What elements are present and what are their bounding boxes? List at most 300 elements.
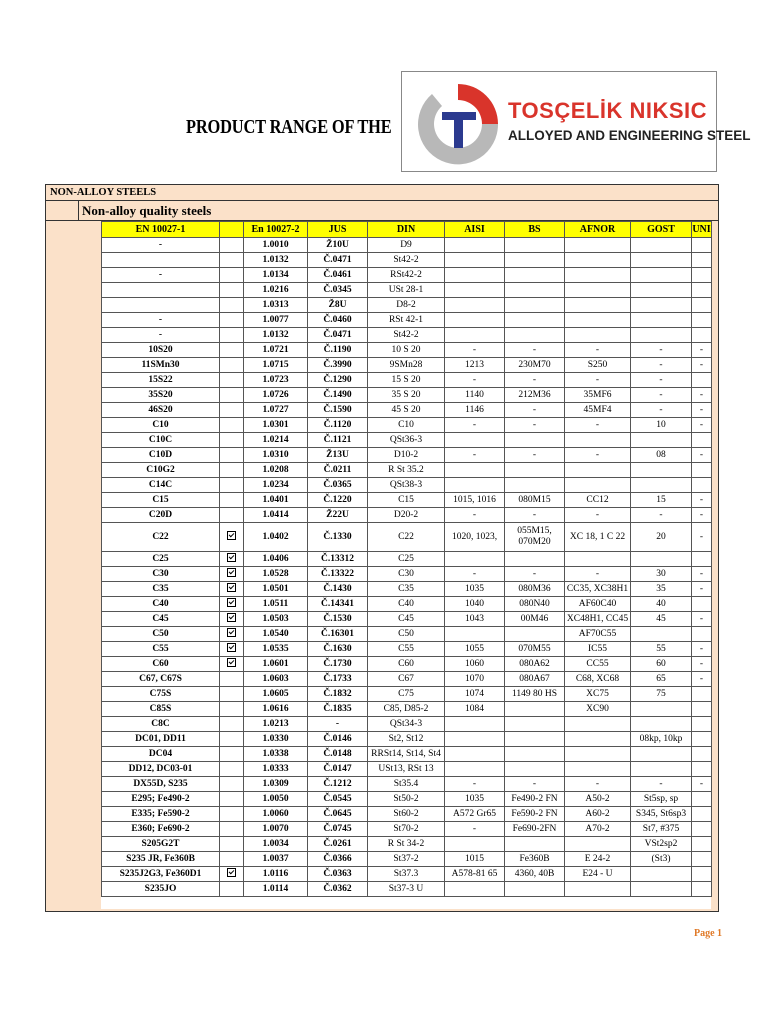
cell-check <box>220 807 244 822</box>
cell-aisi: - <box>445 373 505 388</box>
cell-en10027-2: 1.0601 <box>244 657 308 672</box>
cell-check <box>220 403 244 418</box>
cell-check <box>220 822 244 837</box>
cell-afnor: XC75 <box>565 687 631 702</box>
cell-gost: 35 <box>631 582 692 597</box>
col-header-afnor: AFNOR <box>565 222 631 238</box>
bottom-margin-band <box>45 909 719 912</box>
cell-afnor: - <box>565 373 631 388</box>
cell-en10027-2: 1.0535 <box>244 642 308 657</box>
cell-afnor: - <box>565 567 631 582</box>
cell-afnor: AF70C55 <box>565 627 631 642</box>
right-margin-band <box>711 221 719 909</box>
cell-en10027-1: C15 <box>102 493 220 508</box>
steel-grades-table <box>101 221 712 897</box>
cell-uni <box>692 433 712 448</box>
cell-bs: - <box>505 373 565 388</box>
cell-uni <box>692 702 712 717</box>
cell-din: St35.4 <box>368 777 445 792</box>
table-row <box>102 268 712 283</box>
table-row <box>102 283 712 298</box>
table-row <box>102 687 712 702</box>
checkbox-checked-icon <box>227 568 236 577</box>
cell-uni: - <box>692 777 712 792</box>
cell-bs: Fe590-2 FN <box>505 807 565 822</box>
cell-din: RSt42-2 <box>368 268 445 283</box>
cell-bs <box>505 463 565 478</box>
checkbox-checked-icon <box>227 598 236 607</box>
cell-en10027-1: 35S20 <box>102 388 220 403</box>
table-row <box>102 867 712 882</box>
cell-en10027-2: 1.0208 <box>244 463 308 478</box>
cell-gost: - <box>631 508 692 523</box>
cell-check <box>220 687 244 702</box>
cell-gost <box>631 463 692 478</box>
page-title: PRODUCT RANGE OF THE <box>186 116 392 138</box>
cell-uni <box>692 328 712 343</box>
col-header-gost: GOST <box>631 222 692 238</box>
checkbox-checked-icon <box>227 583 236 592</box>
cell-afnor <box>565 433 631 448</box>
cell-bs: - <box>505 448 565 463</box>
table-row <box>102 567 712 582</box>
cell-gost: 15 <box>631 493 692 508</box>
cell-en10027-2: 1.0050 <box>244 792 308 807</box>
cell-bs: 080N40 <box>505 597 565 612</box>
cell-uni: - <box>692 612 712 627</box>
cell-uni <box>692 298 712 313</box>
cell-din: St37.3 <box>368 867 445 882</box>
table-row <box>102 837 712 852</box>
cell-en10027-2: 1.0501 <box>244 582 308 597</box>
cell-en10027-2: 1.0727 <box>244 403 308 418</box>
cell-en10027-1: C75S <box>102 687 220 702</box>
table-row <box>102 313 712 328</box>
checkbox-checked-icon <box>227 613 236 622</box>
cell-bs: 4360, 40B <box>505 867 565 882</box>
cell-din: QSt34-3 <box>368 717 445 732</box>
cell-afnor: E24 - U <box>565 867 631 882</box>
cell-din: D8-2 <box>368 298 445 313</box>
cell-en10027-1: 11SMn30 <box>102 358 220 373</box>
cell-en10027-1: S235 JR, Fe360B <box>102 852 220 867</box>
cell-aisi <box>445 298 505 313</box>
cell-en10027-2: 1.0603 <box>244 672 308 687</box>
cell-en10027-1: C60 <box>102 657 220 672</box>
cell-gost: - <box>631 358 692 373</box>
cell-bs: 070M55 <box>505 642 565 657</box>
cell-bs: 00M46 <box>505 612 565 627</box>
cell-en10027-2: 1.0132 <box>244 253 308 268</box>
cell-gost <box>631 882 692 897</box>
cell-uni: - <box>692 343 712 358</box>
cell-aisi: 1074 <box>445 687 505 702</box>
cell-bs: - <box>505 418 565 433</box>
cell-en10027-2: 1.0060 <box>244 807 308 822</box>
cell-uni <box>692 807 712 822</box>
cell-aisi <box>445 732 505 747</box>
cell-jus: Č.0363 <box>308 867 368 882</box>
cell-check <box>220 388 244 403</box>
cell-jus: Č.3990 <box>308 358 368 373</box>
cell-aisi: 1035 <box>445 582 505 597</box>
cell-bs <box>505 627 565 642</box>
cell-en10027-1: E295; Fe490-2 <box>102 792 220 807</box>
cell-en10027-1 <box>102 298 220 313</box>
cell-en10027-1: - <box>102 313 220 328</box>
cell-afnor: - <box>565 343 631 358</box>
cell-en10027-1 <box>102 253 220 268</box>
cell-din: RRSt14, St14, St4 <box>368 747 445 762</box>
cell-gost <box>631 478 692 493</box>
table-row <box>102 298 712 313</box>
cell-check <box>220 597 244 612</box>
cell-en10027-2: 1.0723 <box>244 373 308 388</box>
cell-en10027-1: C10G2 <box>102 463 220 478</box>
cell-bs: 080A67 <box>505 672 565 687</box>
logo-brand-name: TOSÇELİK NIKSIC <box>508 98 708 123</box>
cell-uni: - <box>692 672 712 687</box>
cell-afnor: CC12 <box>565 493 631 508</box>
cell-uni <box>692 283 712 298</box>
cell-uni <box>692 852 712 867</box>
table-row <box>102 343 712 358</box>
cell-uni <box>692 373 712 388</box>
cell-uni <box>692 747 712 762</box>
cell-en10027-2: 1.0213 <box>244 717 308 732</box>
cell-bs <box>505 762 565 777</box>
table-row <box>102 238 712 253</box>
cell-din: C22 <box>368 523 445 552</box>
cell-bs: 1149 80 HS <box>505 687 565 702</box>
cell-uni: - <box>692 448 712 463</box>
cell-afnor: 35MF6 <box>565 388 631 403</box>
cell-check <box>220 508 244 523</box>
cell-en10027-1: C85S <box>102 702 220 717</box>
cell-en10027-1 <box>102 283 220 298</box>
cell-afnor: E 24-2 <box>565 852 631 867</box>
cell-afnor: C68, XC68 <box>565 672 631 687</box>
section-header: NON-ALLOY STEELS <box>45 184 719 201</box>
cell-jus: Ž13U <box>308 448 368 463</box>
cell-afnor <box>565 837 631 852</box>
cell-bs <box>505 283 565 298</box>
cell-jus: Č.1120 <box>308 418 368 433</box>
cell-din: 9SMn28 <box>368 358 445 373</box>
cell-uni <box>692 792 712 807</box>
cell-uni: - <box>692 358 712 373</box>
cell-en10027-2: 1.0116 <box>244 867 308 882</box>
cell-check <box>220 418 244 433</box>
cell-jus: Č.0545 <box>308 792 368 807</box>
cell-jus: - <box>308 717 368 732</box>
checkbox-checked-icon <box>227 628 236 637</box>
cell-en10027-2: 1.0511 <box>244 597 308 612</box>
cell-en10027-2: 1.0132 <box>244 328 308 343</box>
cell-bs: 080M36 <box>505 582 565 597</box>
cell-en10027-2: 1.0333 <box>244 762 308 777</box>
cell-bs: 080M15 <box>505 493 565 508</box>
cell-en10027-1: S235JO <box>102 882 220 897</box>
cell-aisi <box>445 627 505 642</box>
cell-din: C15 <box>368 493 445 508</box>
tosçelik-emblem-icon <box>412 78 504 170</box>
cell-afnor: S250 <box>565 358 631 373</box>
table-row <box>102 822 712 837</box>
cell-en10027-2: 1.0216 <box>244 283 308 298</box>
cell-check <box>220 478 244 493</box>
cell-gost: 20 <box>631 523 692 552</box>
cell-check <box>220 657 244 672</box>
cell-uni: - <box>692 388 712 403</box>
cell-en10027-1: C55 <box>102 642 220 657</box>
cell-bs <box>505 478 565 493</box>
cell-jus: Č.0366 <box>308 852 368 867</box>
cell-aisi <box>445 552 505 567</box>
cell-aisi: 1213 <box>445 358 505 373</box>
table-row <box>102 597 712 612</box>
cell-din: C50 <box>368 627 445 642</box>
cell-aisi: A572 Gr65 <box>445 807 505 822</box>
cell-aisi <box>445 253 505 268</box>
col-header-uni: UNI <box>692 222 712 238</box>
cell-check <box>220 837 244 852</box>
cell-gost <box>631 702 692 717</box>
cell-aisi <box>445 762 505 777</box>
cell-aisi: 1040 <box>445 597 505 612</box>
cell-jus: Č.1530 <box>308 612 368 627</box>
cell-afnor <box>565 283 631 298</box>
cell-aisi: - <box>445 777 505 792</box>
cell-aisi: 1060 <box>445 657 505 672</box>
cell-aisi <box>445 328 505 343</box>
cell-bs <box>505 702 565 717</box>
cell-bs <box>505 747 565 762</box>
cell-check <box>220 732 244 747</box>
cell-uni <box>692 762 712 777</box>
col-header-en10027-1: EN 10027-1 <box>102 222 220 238</box>
table-row <box>102 777 712 792</box>
cell-din: St37-2 <box>368 852 445 867</box>
cell-bs: 230M70 <box>505 358 565 373</box>
cell-bs: 055M15, 070M20 <box>505 523 565 552</box>
cell-din: St37-3 U <box>368 882 445 897</box>
cell-din: St42-2 <box>368 253 445 268</box>
cell-afnor: A70-2 <box>565 822 631 837</box>
cell-aisi <box>445 313 505 328</box>
cell-din: C35 <box>368 582 445 597</box>
cell-en10027-2: 1.0310 <box>244 448 308 463</box>
cell-en10027-1: E360; Fe690-2 <box>102 822 220 837</box>
cell-gost: 40 <box>631 597 692 612</box>
cell-en10027-1: C10D <box>102 448 220 463</box>
table-header-row <box>102 222 712 238</box>
cell-gost <box>631 867 692 882</box>
cell-jus: Č.0148 <box>308 747 368 762</box>
cell-uni <box>692 822 712 837</box>
cell-afnor <box>565 463 631 478</box>
cell-gost <box>631 298 692 313</box>
cell-en10027-1: S235J2G3, Fe360D1 <box>102 867 220 882</box>
cell-bs: - <box>505 508 565 523</box>
cell-bs <box>505 552 565 567</box>
cell-en10027-2: 1.0406 <box>244 552 308 567</box>
cell-afnor <box>565 762 631 777</box>
cell-gost: St7, #375 <box>631 822 692 837</box>
cell-jus: Č.0471 <box>308 328 368 343</box>
cell-en10027-1: C14C <box>102 478 220 493</box>
cell-afnor: XC48H1, CC45 <box>565 612 631 627</box>
cell-bs <box>505 313 565 328</box>
cell-din: C30 <box>368 567 445 582</box>
cell-check <box>220 762 244 777</box>
logo-tagline: ALLOYED AND ENGINEERING STEEL <box>508 128 751 143</box>
cell-din: C45 <box>368 612 445 627</box>
cell-din: C60 <box>368 657 445 672</box>
cell-gost <box>631 268 692 283</box>
cell-uni <box>692 478 712 493</box>
cell-en10027-2: 1.0715 <box>244 358 308 373</box>
cell-afnor <box>565 882 631 897</box>
cell-afnor: A60-2 <box>565 807 631 822</box>
cell-en10027-1: C67, C67S <box>102 672 220 687</box>
cell-afnor: - <box>565 418 631 433</box>
cell-bs: - <box>505 777 565 792</box>
cell-en10027-2: 1.0301 <box>244 418 308 433</box>
cell-din: RSt 42-1 <box>368 313 445 328</box>
table-row <box>102 403 712 418</box>
table-row <box>102 373 712 388</box>
table-row <box>102 762 712 777</box>
cell-din: R St 35.2 <box>368 463 445 478</box>
cell-din: St50-2 <box>368 792 445 807</box>
cell-gost: - <box>631 777 692 792</box>
table-row <box>102 448 712 463</box>
table-row <box>102 702 712 717</box>
col-header-bs: BS <box>505 222 565 238</box>
cell-en10027-2: 1.0338 <box>244 747 308 762</box>
cell-check <box>220 238 244 253</box>
cell-aisi: - <box>445 343 505 358</box>
col-header-aisi: AISI <box>445 222 505 238</box>
cell-en10027-1: C10C <box>102 433 220 448</box>
cell-gost: 10 <box>631 418 692 433</box>
cell-jus: Č.0645 <box>308 807 368 822</box>
cell-en10027-2: 1.0234 <box>244 478 308 493</box>
cell-en10027-1: - <box>102 328 220 343</box>
col-header-en10027-2: En 10027-2 <box>244 222 308 238</box>
cell-uni <box>692 867 712 882</box>
table-row <box>102 418 712 433</box>
cell-afnor <box>565 478 631 493</box>
cell-en10027-2: 1.0214 <box>244 433 308 448</box>
cell-bs <box>505 298 565 313</box>
cell-jus: Č.0146 <box>308 732 368 747</box>
cell-uni: - <box>692 523 712 552</box>
cell-en10027-1: DC04 <box>102 747 220 762</box>
table-row <box>102 328 712 343</box>
cell-aisi: - <box>445 448 505 463</box>
cell-jus: Č.13322 <box>308 567 368 582</box>
cell-aisi: 1020, 1023, <box>445 523 505 552</box>
cell-din: QSt36-3 <box>368 433 445 448</box>
cell-gost: 60 <box>631 657 692 672</box>
cell-afnor: XC90 <box>565 702 631 717</box>
cell-jus: Č.1490 <box>308 388 368 403</box>
cell-din: 15 S 20 <box>368 373 445 388</box>
cell-check <box>220 552 244 567</box>
cell-gost <box>631 328 692 343</box>
cell-aisi <box>445 747 505 762</box>
table-row <box>102 717 712 732</box>
col-header-check <box>220 222 244 238</box>
company-logo <box>401 71 751 172</box>
cell-uni <box>692 268 712 283</box>
cell-din: R St 34-2 <box>368 837 445 852</box>
cell-afnor <box>565 238 631 253</box>
cell-jus: Ž10U <box>308 238 368 253</box>
cell-jus: Č.1590 <box>308 403 368 418</box>
cell-jus: Č.0461 <box>308 268 368 283</box>
cell-aisi <box>445 478 505 493</box>
cell-din: D20-2 <box>368 508 445 523</box>
cell-bs <box>505 328 565 343</box>
cell-en10027-1: C8C <box>102 717 220 732</box>
cell-aisi <box>445 268 505 283</box>
cell-en10027-2: 1.0114 <box>244 882 308 897</box>
cell-uni <box>692 552 712 567</box>
cell-din: USt13, RSt 13 <box>368 762 445 777</box>
cell-jus: Č.1430 <box>308 582 368 597</box>
cell-uni <box>692 882 712 897</box>
cell-aisi <box>445 882 505 897</box>
cell-gost: 75 <box>631 687 692 702</box>
cell-afnor <box>565 313 631 328</box>
cell-jus: Č.1733 <box>308 672 368 687</box>
cell-gost <box>631 238 692 253</box>
cell-aisi <box>445 433 505 448</box>
left-margin-band <box>45 221 101 909</box>
table-row <box>102 582 712 597</box>
cell-jus: Č.1290 <box>308 373 368 388</box>
cell-bs <box>505 717 565 732</box>
cell-gost: (St3) <box>631 852 692 867</box>
cell-uni <box>692 732 712 747</box>
cell-gost: - <box>631 373 692 388</box>
cell-gost <box>631 747 692 762</box>
cell-jus: Č.0211 <box>308 463 368 478</box>
checkbox-checked-icon <box>227 531 236 540</box>
cell-bs: Fe690-2FN <box>505 822 565 837</box>
cell-check <box>220 523 244 552</box>
cell-uni: - <box>692 657 712 672</box>
cell-jus: Č.16301 <box>308 627 368 642</box>
cell-gost <box>631 433 692 448</box>
cell-check <box>220 582 244 597</box>
cell-en10027-1: - <box>102 268 220 283</box>
cell-din: C10 <box>368 418 445 433</box>
cell-gost: 08kp, 10kp <box>631 732 692 747</box>
cell-uni: - <box>692 418 712 433</box>
cell-en10027-1: C30 <box>102 567 220 582</box>
cell-en10027-1: DD12, DC03-01 <box>102 762 220 777</box>
cell-jus: Ž8U <box>308 298 368 313</box>
cell-aisi <box>445 238 505 253</box>
cell-gost <box>631 627 692 642</box>
cell-uni: - <box>692 508 712 523</box>
cell-bs: - <box>505 403 565 418</box>
cell-uni: - <box>692 642 712 657</box>
